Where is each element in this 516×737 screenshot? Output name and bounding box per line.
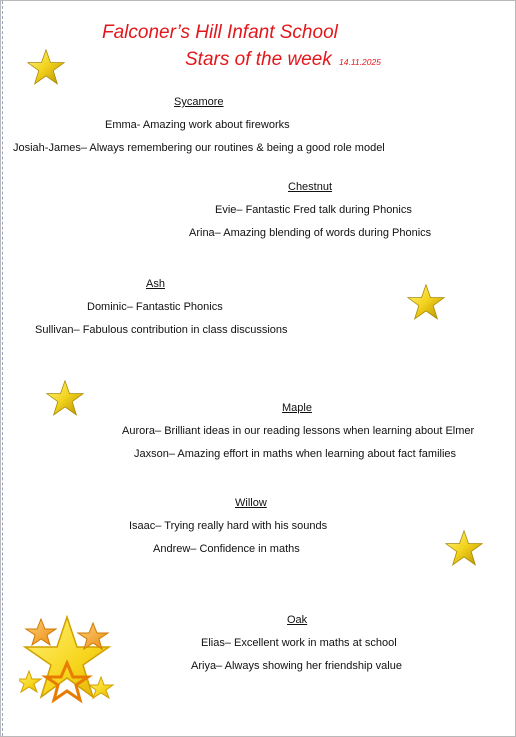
award-line: Jaxson– Amazing effort in maths when learning about fact families: [134, 448, 457, 460]
award-line: Aurora– Brilliant ideas in our reading lessons when learning about Elmer: [122, 425, 475, 437]
award-line: Emma- Amazing work about fireworks: [105, 119, 290, 131]
class-heading-chestnut: Chestnut: [288, 181, 333, 193]
gold-star-icon: [445, 530, 483, 566]
star-cluster-icon: [19, 613, 115, 709]
class-heading-sycamore: Sycamore: [174, 96, 224, 108]
class-heading-oak: Oak: [287, 614, 308, 626]
gold-star-icon: [27, 49, 65, 85]
award-line: Ariya– Always showing her friendship value: [191, 660, 402, 672]
award-line: Arina– Amazing blending of words during Phonics: [189, 227, 432, 239]
stars-of-week-title: Stars of the week: [185, 49, 332, 70]
award-line: Evie– Fantastic Fred talk during Phonics: [215, 204, 412, 216]
award-line: Josiah-James– Always remembering our routines & being a good role model: [13, 142, 385, 154]
class-heading-willow: Willow: [235, 497, 267, 509]
award-line: Elias– Excellent work in maths at school: [201, 637, 397, 649]
class-heading-maple: Maple: [282, 402, 312, 414]
gold-star-icon: [407, 284, 445, 320]
award-line: Isaac– Trying really hard with his sounds: [129, 520, 328, 532]
award-line: Dominic– Fantastic Phonics: [87, 301, 223, 313]
award-line: Sullivan– Fabulous contribution in class discussions: [35, 324, 288, 336]
school-title: Falconer’s Hill Infant School: [102, 22, 338, 43]
page-edge-line: [2, 1, 3, 736]
award-line: Andrew– Confidence in maths: [153, 543, 300, 555]
class-heading-ash: Ash: [146, 278, 165, 290]
date-label: 14.11.2025: [339, 57, 381, 67]
gold-star-icon: [46, 380, 84, 416]
